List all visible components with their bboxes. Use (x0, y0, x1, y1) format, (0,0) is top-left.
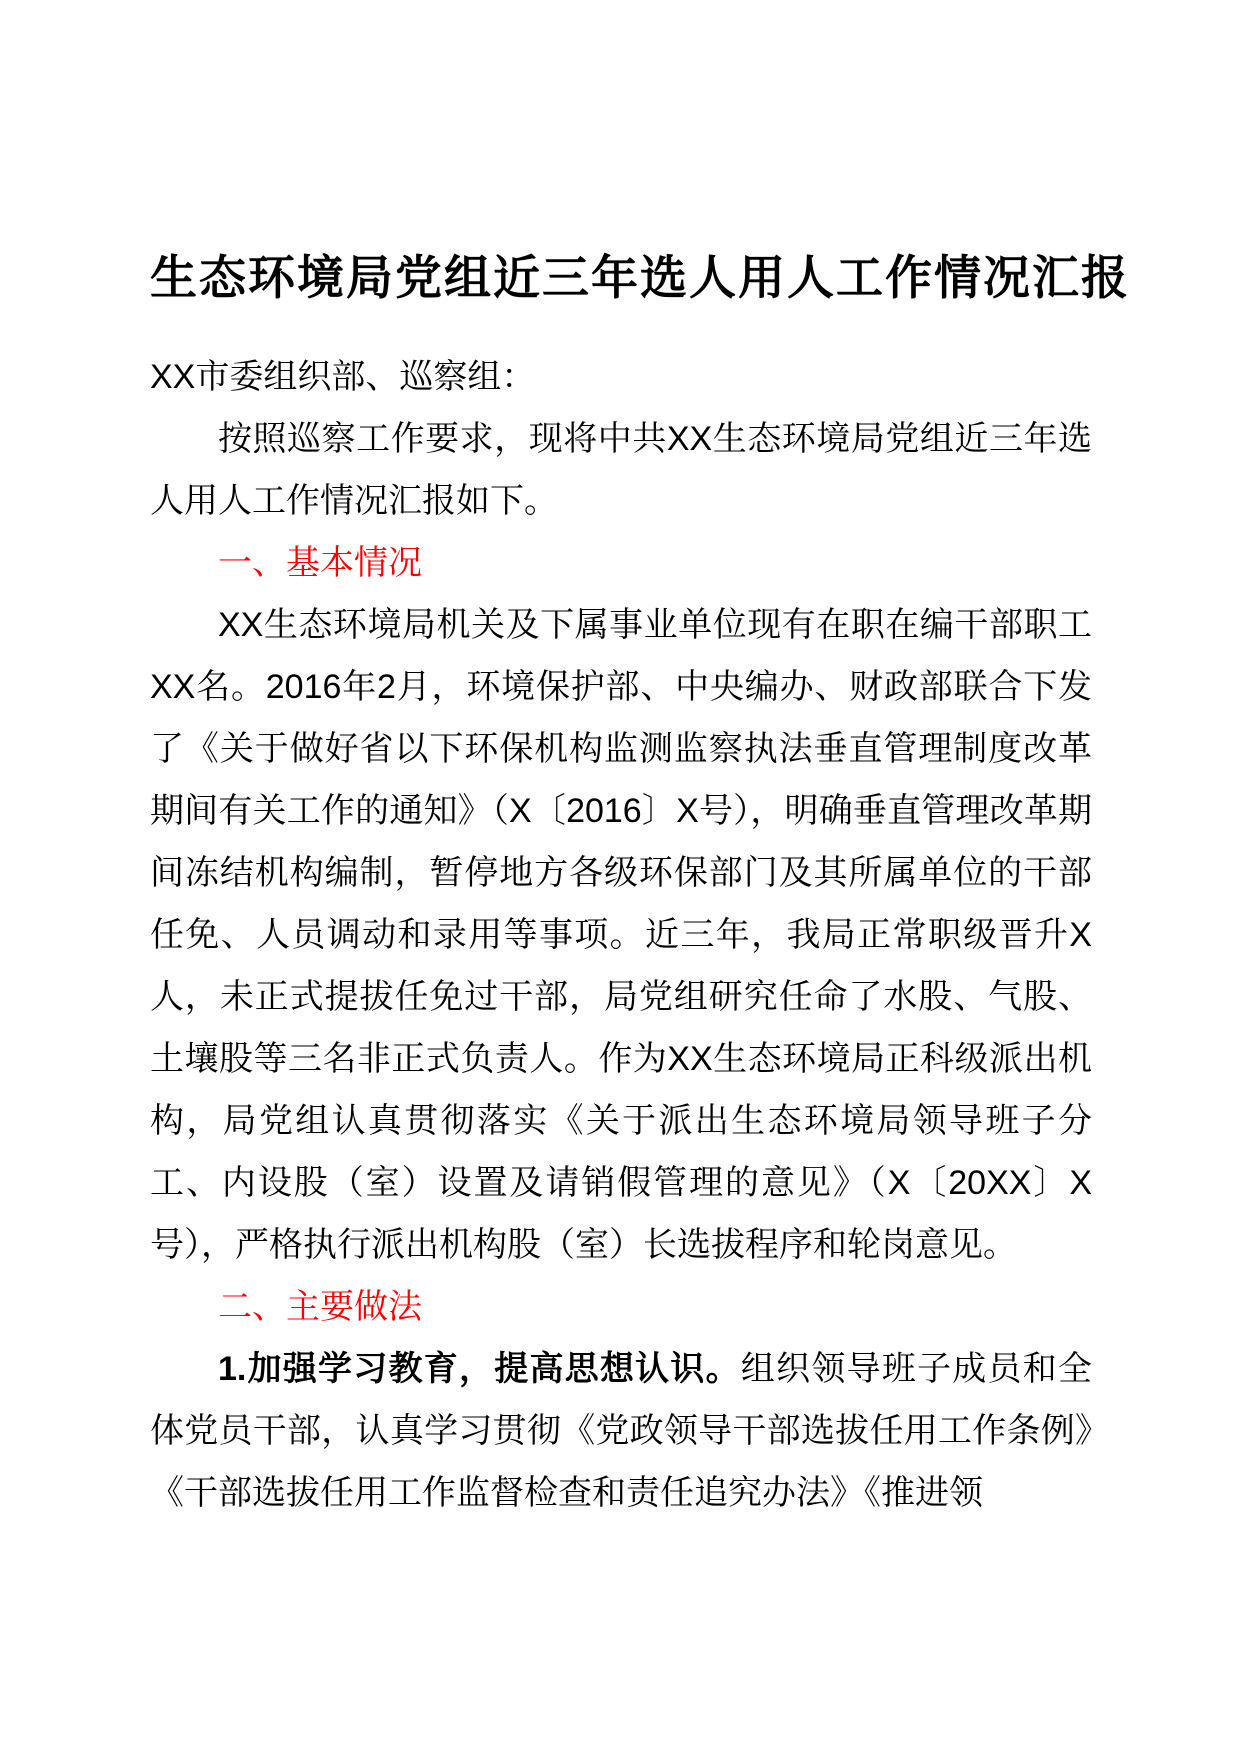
document-title: 生态环境局党组近三年选人用人工作情况汇报 (150, 251, 1130, 304)
section-1-body-paragraph: XX生态环境局机关及下属事业单位现有在职在编干部职工XX名。2016年2月，环境保护部、中央编办、财政部联合下发了《关于做好省以下环保机构监测监察执法垂直管理制度改革期间有关工作的通知》（X〔2016〕X号），明确垂直管理改革期间冻结机构编制，暂停地方各级环保部门及其所属单位的干部任免、人员调动和录用等事项。近三年，我局正常职级晋升X人，未正式提拔任免过干部，局党组研究任命了水股、气股、土壤股等三名非正式负责人。作为XX生态环境局正科级派出机构，局党组认真贯彻落实《关于派出生态环境局领导班子分工、内设股（室）设置及请销假管理的意见》（X〔20XX〕X号），严格执行派出机构股（室）长选拔程序和轮岗意见。 (150, 606, 1092, 1264)
section-2-item-1-paragraph (150, 1338, 1092, 1524)
intro-paragraph: 按照巡察工作要求，现将中共XX生态环境局党组近三年选人用人工作情况汇报如下。 (150, 420, 1092, 520)
item-1-lead-sentence: 1.加强学习教育，提高思想认识。 (218, 1350, 741, 1388)
salutation-line: XX市委组织部、巡察组： (150, 358, 536, 396)
section-1-heading: 一、基本情况 (218, 544, 422, 582)
section-2-heading: 二、主要做法 (218, 1288, 422, 1326)
item-1-body-text: 组织领导班子成员和全体党员干部，认真学习贯彻《党政领导干部选拔任用工作条例》《干部选拔任用工作监督检查和责任追究办法》《推进领 (150, 1350, 1093, 1512)
